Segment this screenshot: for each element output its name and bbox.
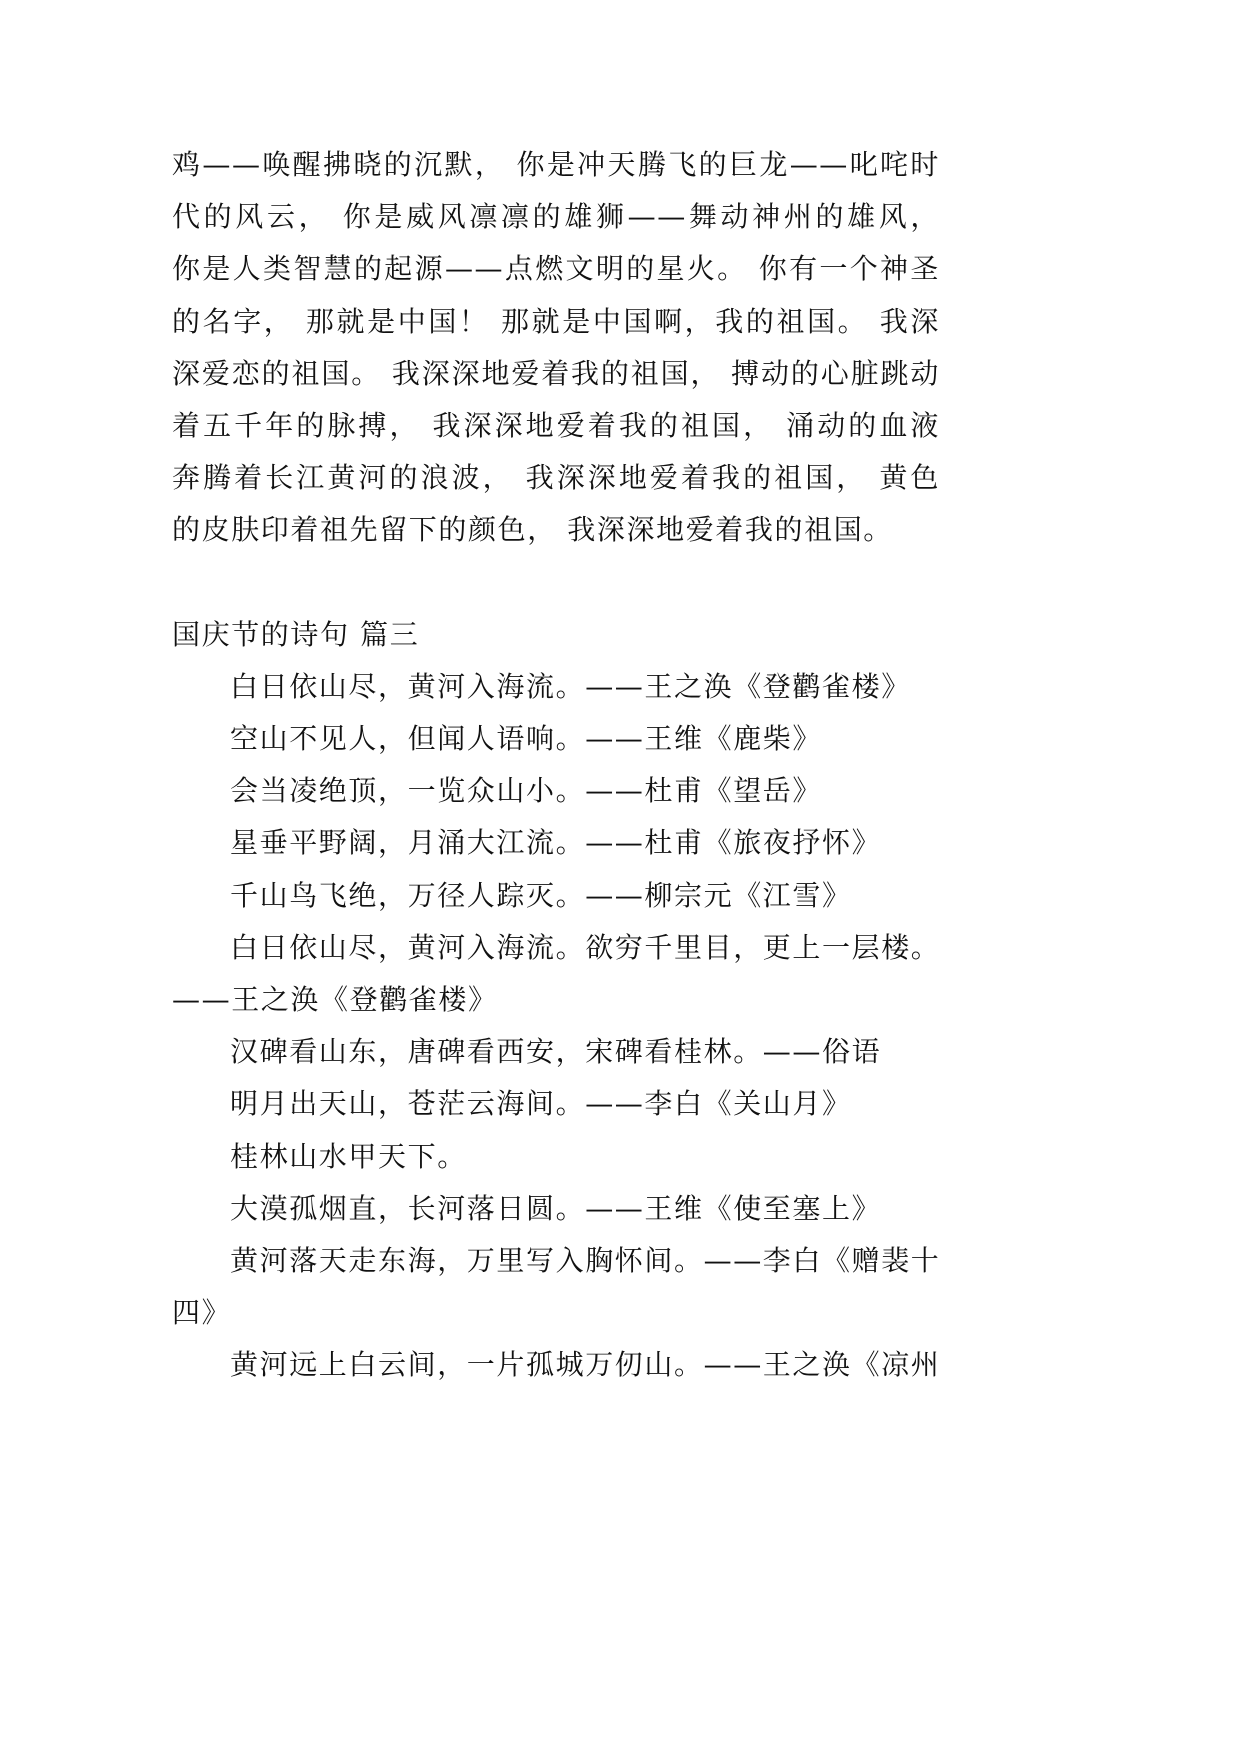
- poem-line: 会当凌绝顶，一览众山小。——杜甫《望岳》: [230, 774, 823, 808]
- document-body: [172, 139, 972, 1392]
- intro-line: 的皮肤印着祖先留下的颜色， 我深深地爱着我的祖国。: [172, 513, 893, 547]
- section-heading: 国庆节的诗句 篇三: [172, 617, 420, 651]
- intro-line: 代的风云， 你是威风凛凛的雄狮——舞动神州的雄风，: [172, 200, 940, 234]
- poem-line: 黄河落天走东海，万里写入胸怀间。——李白《赠裴十: [230, 1243, 940, 1277]
- poem-line: 白日依山尽，黄河入海流。——王之涣《登鹳雀楼》: [230, 669, 911, 703]
- intro-line: 深爱恋的祖国。 我深深地爱着我的祖国， 搏动的心脏跳动: [172, 356, 940, 390]
- poem-line: 汉碑看山东，唐碑看西安，宋碑看桂林。——俗语: [230, 1035, 882, 1069]
- poem-line: 千山鸟飞绝，万径人踪灭。——柳宗元《江雪》: [230, 878, 852, 912]
- intro-line: 着五千年的脉搏， 我深深地爱着我的祖国， 涌动的血液: [172, 408, 940, 442]
- poem-line: 四》: [172, 1296, 232, 1330]
- poem-line: ——王之涣《登鹳雀楼》: [172, 983, 498, 1016]
- poem-line: 星垂平野阔，月涌大江流。——杜甫《旅夜抒怀》: [230, 826, 882, 860]
- poem-line: 明月出天山，苍茫云海间。——李白《关山月》: [230, 1087, 852, 1121]
- poem-line: 大漠孤烟直，长河落日圆。——王维《使至塞上》: [230, 1191, 882, 1225]
- poem-line: 白日依山尽，黄河入海流。欲穷千里目，更上一层楼。: [230, 930, 941, 964]
- paragraph-gap: [172, 557, 972, 609]
- intro-line: 鸡——唤醒拂晓的沉默， 你是冲天腾飞的巨龙——叱咤时: [172, 148, 940, 181]
- intro-line: 的名字， 那就是中国！ 那就是中国啊，我的祖国。 我深: [172, 304, 940, 338]
- poem-line: 桂林山水甲天下。: [230, 1139, 467, 1173]
- intro-line: 奔腾着长江黄河的浪波， 我深深地爱着我的祖国， 黄色: [172, 461, 940, 495]
- intro-line: 你是人类智慧的起源——点燃文明的星火。 你有一个神圣: [172, 252, 940, 286]
- poem-line: 黄河远上白云间，一片孤城万仞山。——王之涣《凉州: [230, 1348, 940, 1382]
- poem-line: 空山不见人，但闻人语响。——王维《鹿柴》: [230, 722, 823, 756]
